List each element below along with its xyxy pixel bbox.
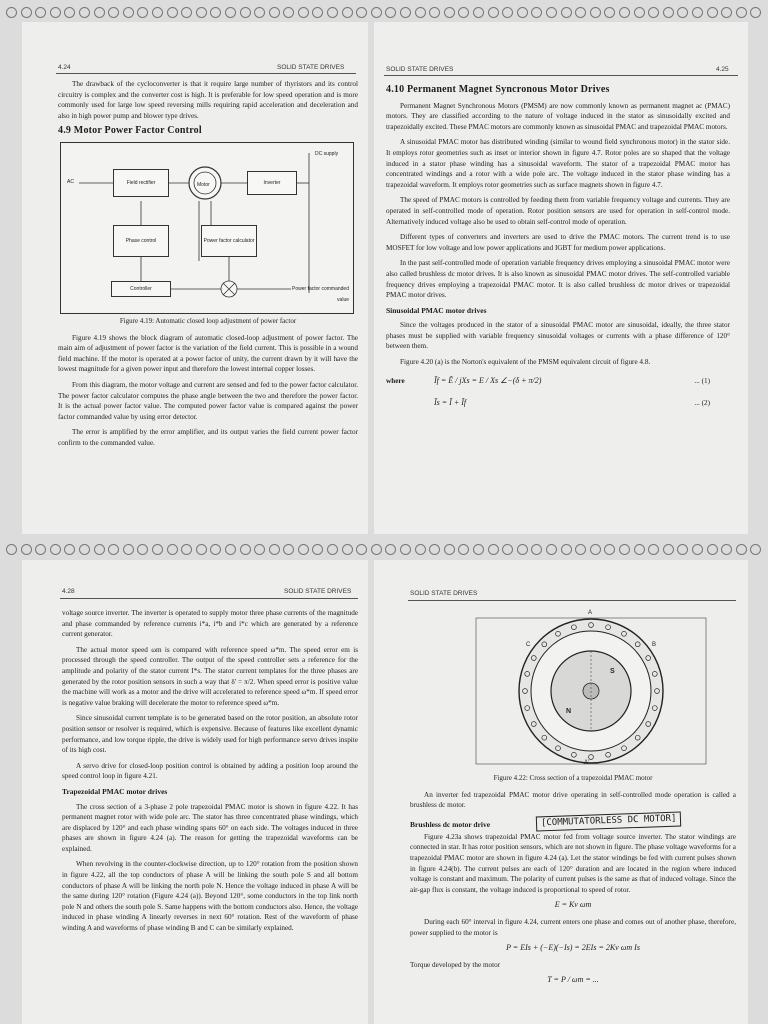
binding-ring [444, 544, 455, 555]
binding-ring [415, 7, 426, 18]
binding-ring [677, 544, 688, 555]
page-body [386, 82, 730, 418]
figure-4-22 [456, 612, 714, 768]
page-4-25 [374, 22, 748, 534]
paragraph: Different types of converters and inverters are used to drive the PMAC motors. The current trend is to use MOSFET for low voltage and low power applications and IGBT for medium power applications. [386, 233, 730, 252]
binding-ring [546, 7, 557, 18]
binding-ring [196, 7, 207, 18]
motor-cross-section [456, 612, 714, 768]
binding-ring [473, 7, 484, 18]
figure-caption: Figure 4.19: Automatic closed loop adjustment of power factor [119, 316, 297, 325]
binding-ring [721, 544, 732, 555]
controller-block: Controller [111, 281, 171, 297]
paragraph: The speed of PMAC motors is controlled by feeding them from variable frequency voltage and currents. They are operated in self-controlled mode of operation. Rotor position sensors are used for operation in self-control mode. Alternatively induced voltage also be used to obtain self-control mode of operation. [386, 196, 730, 226]
binding-ring [648, 7, 659, 18]
running-header: SOLID STATE DRIVES [284, 588, 352, 595]
subheading: Brushless dc motor drive [410, 819, 491, 829]
subheading: Sinusoidal PMAC motor drives [386, 305, 487, 315]
equation-e: E = Kv ωm [554, 900, 592, 910]
pf-calculator-block: Power factor calculator [201, 225, 257, 257]
binding-ring [561, 544, 572, 555]
binding-ring [371, 7, 382, 18]
binding-ring [254, 7, 265, 18]
paragraph: When revolving in the counter-clockwise direction, up to 120° rotation from the position shown in figure 4.22, all the top conductors of phase A will be linking the south pole S and all bottom conductors of phase A will be linking the north pole N. Hence the voltage induced in phase A will be the same during 120° rotation (Figure 4.24 (a)). Beyond 120°, some conductors in the top link north pole N and others the south pole S. Same happens with the bottom conductors also. Hence, the voltage induced in phase winding A linearly reverses in next 60° rotation. Rest of the waveform of phase winding A and waveforms of phase winding B and C can be similarly explained. [62, 860, 358, 933]
binding-ring [429, 7, 440, 18]
binding-ring [269, 7, 280, 18]
page-body [58, 79, 358, 454]
binding-ring [50, 7, 61, 18]
binding-ring [648, 544, 659, 555]
binding-rings-top [0, 4, 768, 20]
equation-block [386, 374, 730, 418]
binding-ring [750, 7, 761, 18]
binding-ring [561, 7, 572, 18]
binding-ring [604, 7, 615, 18]
paragraph: From this diagram, the motor voltage and current are sensed and fed to the power factor calculator. The power factor calculator computes the phase angle between the two and therefore the power factor. It is the actual power factor value. The computed power factor value is compared against the power factor commanded value by using error detector. [58, 380, 358, 421]
figure-4-19 [58, 142, 358, 328]
binding-ring [21, 7, 32, 18]
binding-ring [619, 7, 630, 18]
binding-ring [546, 544, 557, 555]
equation-power: P = EIs + (−E)(−Is) = 2EIs = 2Kv ωm Is [506, 943, 640, 953]
figure-caption: Figure 4.22: Cross section of a trapezoidal PMAC motor [493, 774, 653, 782]
binding-ring [634, 544, 645, 555]
binding-ring [269, 544, 280, 555]
binding-ring [79, 544, 90, 555]
binding-ring [444, 7, 455, 18]
binding-ring [517, 544, 528, 555]
page-number: 4.24 [58, 64, 71, 71]
binding-ring [240, 7, 251, 18]
binding-ring [400, 544, 411, 555]
binding-ring [531, 7, 542, 18]
intro-paragraph: The drawback of the cycloconverter is that it require large number of thyristors and its control circuitry is complex and the converter cost is high. It is preferable for low speed operation and is more commonly used for large low speed reversing mills requiring rapid acceleration and deceleration and also in high power pump and blower type drives. [58, 80, 358, 120]
binding-ring [283, 544, 294, 555]
phase-a-prime-label: A' [584, 760, 590, 766]
binding-ring [371, 544, 382, 555]
paragraph: Permanent Magnet Synchronous Motors (PMSM) are now commonly known as permanent magnet ac (PMAC) motors. They are classified according to the nature of voltage induced in the stator as sinusoidally excited and trapezoidally excited. These PMAC motors are commonly known as sinusoidal PMAC and trapezoidal PMAC motors. [386, 101, 730, 131]
binding-ring [692, 544, 703, 555]
ac-label: AC [67, 178, 74, 185]
page-4-29 [374, 560, 748, 1024]
binding-ring [298, 544, 309, 555]
binding-ring [356, 544, 367, 555]
binding-ring [225, 544, 236, 555]
binding-ring [415, 544, 426, 555]
binding-ring [312, 544, 323, 555]
binding-ring [736, 7, 747, 18]
binding-ring [94, 7, 105, 18]
paragraph: The cross section of a 3-phase 2 pole trapezoidal PMAC motor is shown in figure 4.22. It has permanent magnet rotor with wide pole arc. The stator has three concentrated phase windings, which are displaced by 120° and each phase winding spans 60° on each side. The voltages induced in three phases are shown in figure 4.24 (a). The reason for getting the trapezoidal waveforms can be explained. [62, 802, 358, 853]
binding-ring [356, 7, 367, 18]
paragraph: Since the voltages produced in the stator of a sinusoidal PMAC motor are sinusoidal, ideally, the three stator phases must be supplied with variable frequency sinusoidal voltages or currents with a phase difference of 120° between them. [386, 321, 730, 351]
page-body [410, 770, 736, 988]
binding-ring [181, 7, 192, 18]
section-title: 4.10 Permanent Magnet Syncronous Motor Drives [386, 84, 610, 95]
paragraph: Figure 4.23a shows trapezoidal PMAC motor fed from voltage source inverter. The stator windings are connected in star. It has rotor position sensors, which are not shown in figure. The phase voltage waveforms for a trapezoidal PMAC motor are shown in figure 4.24 (a). Let the stator windings be fed with current pulses shown in figure 4.24(b). The current pulses are each of 120° duration and are located in the region where induced voltage is constant and maximum. The polarity of current pulses is the same as that of induced voltage. Since the air-gap flux is constant, the voltage induced is proportional to speed of rotor. [410, 832, 736, 894]
binding-ring [707, 7, 718, 18]
equation-2-number: ... (2) [694, 398, 710, 407]
binding-ring [196, 544, 207, 555]
header-rule [56, 73, 356, 74]
paragraph: The actual motor speed ωm is compared with reference speed ω*m. The speed error em is processed through the speed controller. The output of the speed controller sets a reference for the amplitude and polarity of the stator current I*s. The stator current templates for the three phases are generated by the rotor position sensors in such a way that δ' = π/2. When speed error is positive value the machine will work as a motor and the drive will accelerated to reference speed ω*m. If speed error is negative value braking will decelerate the motor to reference speed ω*m. [62, 645, 358, 707]
binding-ring [458, 7, 469, 18]
pf-block-diagram [60, 142, 354, 314]
page-number: 4.28 [62, 588, 75, 595]
binding-ring [604, 544, 615, 555]
binding-ring [750, 544, 761, 555]
binding-ring [94, 544, 105, 555]
binding-ring [342, 7, 353, 18]
page-4-28 [22, 560, 368, 1024]
binding-ring [64, 7, 75, 18]
binding-ring [6, 7, 17, 18]
binding-ring [79, 7, 90, 18]
binding-ring [210, 544, 221, 555]
binding-ring [575, 544, 586, 555]
binding-ring [590, 544, 601, 555]
binding-ring [663, 544, 674, 555]
binding-ring [181, 544, 192, 555]
phase-b-label: B [652, 642, 657, 648]
paragraph: During each 60° interval in figure 4.24, current enters one phase and comes out of another phase, therefore, power supplied to the motor is [410, 917, 736, 937]
header-rule [408, 600, 736, 601]
pf-commanded-label: Power factor commanded value [292, 285, 349, 303]
paragraph: voltage source inverter. The inverter is operated to supply motor three phase currents of the magnitude and phase commanded by reference currents i*a, i*b and i*c which are generated by a reference current generator. [62, 609, 358, 639]
binding-ring [677, 7, 688, 18]
binding-ring [736, 544, 747, 555]
binding-ring [108, 544, 119, 555]
binding-ring [342, 544, 353, 555]
binding-ring [123, 7, 134, 18]
equation-1: Ĩf = Ẽ / jXs = E / Xs ∠−(δ + π/2) [434, 375, 542, 385]
binding-ring [123, 544, 134, 555]
header-rule [384, 75, 738, 76]
paragraph: A sinusoidal PMAC motor has distributed winding (similar to wound field synchronous motor) in the stator side. It employs rotor geometries such as inset or interior shown in figure 4.7. Rotor poles are so shaped that the voltage induced in a stator phase winding has a sinusoidal waveform. The stator of a trapezoidal PMAC motor has concentrated windings and a rotor with a wide pole arc. The voltage induced in the stator phase winding has a trapezoidal waveform. It employs rotor geometries such as surface magnets shown in figure 4.7. [386, 138, 730, 189]
section-title: 4.9 Motor Power Factor Control [58, 125, 202, 137]
binding-ring [152, 7, 163, 18]
binding-ring [663, 7, 674, 18]
paragraph: Figure 4.20 (a) is the Norton's equivalent of the PMSM equivalent circuit of figure 4.8. [400, 358, 651, 367]
binding-ring [240, 544, 251, 555]
binding-ring [327, 544, 338, 555]
binding-ring [692, 7, 703, 18]
binding-ring [152, 544, 163, 555]
paragraph: A servo drive for closed-loop position control is obtained by adding a position loop around the speed control loop in figure 4.21. [62, 761, 358, 781]
lead-paragraph: An inverter fed trapezoidal PMAC motor drive operating in self-controlled mode operation is called a brushless dc motor. [410, 790, 736, 810]
page-4-24 [22, 22, 368, 534]
equation-torque: T = P / ωm = ... [547, 975, 599, 985]
dc-supply-label: DC supply [315, 150, 339, 157]
binding-ring [50, 544, 61, 555]
south-pole-label: S [610, 668, 615, 675]
binding-ring [210, 7, 221, 18]
page-number: 4.25 [716, 66, 729, 73]
handwritten-note: [COMMUTATORLESS DC MOTOR] [536, 811, 682, 831]
paragraph: Figure 4.19 shows the block diagram of automatic closed-loop adjustment of power factor. The main aim of adjustment of power factor is the variation of the field current. This is possible in a wound field machine. If the motor is operated at a power factor of unity, the current drawn by it will have the lowest magnitude for a given power input and therefore the lowest internal copper losses. [58, 333, 358, 374]
binding-ring [590, 7, 601, 18]
equation-2: Ĩs = Ĩ + Ĩf [434, 397, 467, 407]
binding-ring [575, 7, 586, 18]
running-header: SOLID STATE DRIVES [386, 66, 454, 73]
header-rule [60, 598, 358, 599]
binding-ring [400, 7, 411, 18]
binding-ring [225, 7, 236, 18]
binding-ring [254, 544, 265, 555]
phase-control-block: Phase control [113, 225, 169, 257]
phase-c-label: C [526, 642, 531, 648]
binding-ring [35, 544, 46, 555]
binding-ring [283, 7, 294, 18]
subheading-row [410, 813, 736, 832]
inverter-block: Inverter [247, 171, 297, 195]
binding-ring [634, 7, 645, 18]
north-pole-label: N [566, 708, 572, 715]
torque-label: Torque developed by the motor [410, 960, 501, 969]
binding-ring [35, 7, 46, 18]
binding-ring [502, 7, 513, 18]
binding-ring [327, 7, 338, 18]
phase-a-label: A [588, 610, 593, 616]
subheading: Trapezoidal PMAC motor drives [62, 786, 168, 796]
paragraph: Since sinusoidal current template is to be generated based on the rotor position, an absolute rotor position sensor or resolver is required, which is expensive. Because of features like excellent dynamic performance, and low torque ripple, the drive is widely used for high performance servo drives inspite of its high cost. [62, 714, 358, 755]
binding-ring [21, 544, 32, 555]
equation-1-number: ... (1) [694, 376, 710, 385]
binding-rings-middle [0, 541, 768, 557]
binding-ring [108, 7, 119, 18]
binding-ring [64, 544, 75, 555]
running-header: SOLID STATE DRIVES [277, 64, 345, 71]
paragraph: In the past self-controlled mode of operation variable frequency drives employing a sinusoidal PMAC motor were also called brushless dc motor drives. It is also known as sinusoidal PMAC motor drives. The self-controlled variable frequency drives employing a trapezoidal PMAC motor. It is also called brushless dc motor drives or trapezoidal PMAC motor drives. [386, 259, 730, 300]
binding-ring [429, 544, 440, 555]
binding-ring [385, 544, 396, 555]
binding-ring [473, 544, 484, 555]
binding-ring [458, 544, 469, 555]
binding-ring [531, 544, 542, 555]
binding-ring [517, 7, 528, 18]
binding-ring [298, 7, 309, 18]
binding-ring [707, 544, 718, 555]
motor-label: Motor [197, 181, 210, 188]
binding-ring [137, 7, 148, 18]
binding-ring [312, 7, 323, 18]
binding-ring [488, 7, 499, 18]
binding-ring [6, 544, 17, 555]
where-label: where [386, 376, 405, 385]
page-body [62, 608, 358, 939]
binding-ring [385, 7, 396, 18]
binding-ring [502, 544, 513, 555]
binding-ring [137, 544, 148, 555]
running-header: SOLID STATE DRIVES [410, 590, 478, 597]
binding-ring [167, 544, 178, 555]
binding-ring [488, 544, 499, 555]
binding-ring [619, 544, 630, 555]
field-rectifier-block: Field rectifier [113, 169, 169, 197]
paragraph: The error is amplified by the error amplifier, and its output varies the field current power factor confirm to the commanded value. [58, 428, 358, 447]
binding-ring [721, 7, 732, 18]
binding-ring [167, 7, 178, 18]
